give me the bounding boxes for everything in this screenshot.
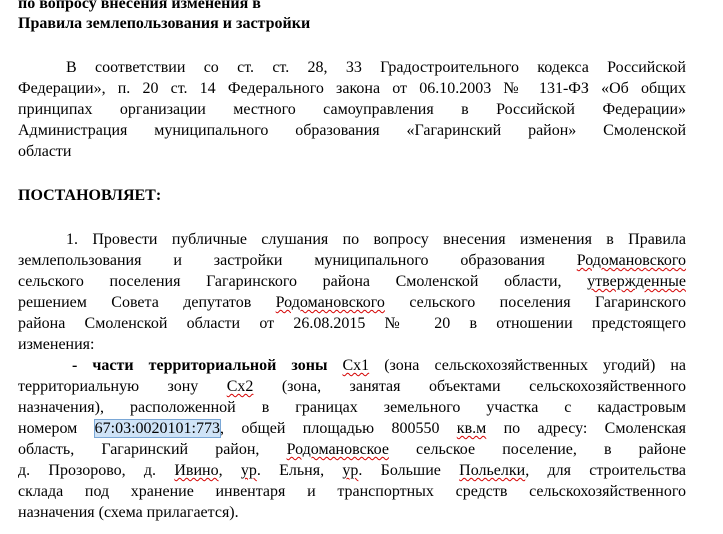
item1-line-7-text: - части территориальной зоны (72, 357, 343, 374)
preamble-line-2: Федерации», п. 20 ст. 14 Федерального закона от 06.10.2003 № 131-ФЗ «Об общих (18, 80, 686, 97)
item1-line-12-sep2: . Ельня, (256, 462, 343, 479)
item1-line-10-text: номером (18, 420, 95, 437)
item1-line-10-mid: , общей площадью 800550 (219, 420, 457, 437)
cadastral-number[interactable]: 67:03:0020101:773 (94, 420, 220, 437)
unit-sqm: кв.м (456, 420, 487, 437)
item1-line-12 (18, 460, 686, 481)
spell-word-podelki: Польелки (459, 462, 526, 479)
item1-line-4 (18, 292, 686, 313)
item1-line-5: района Смоленской области от 26.08.2015 № 20 в отношении предстоящего (18, 315, 686, 332)
zone-code-2: Сх2 (226, 378, 254, 395)
item1-line-10 (18, 418, 686, 439)
spell-word-ur-1: ур (240, 462, 257, 479)
item1-line-8-rest: (зона, занятая объектами сельскохозяйственного (253, 378, 686, 395)
spell-word-ur-2: ур (342, 462, 359, 479)
item1-line-11-rest: сельское поселение, в районе (388, 441, 687, 458)
item1-line-1: 1. Провести публичные слушания по вопросу внесения изменения в Правила (66, 231, 686, 248)
spell-word-rodomanovskogo: Родомановского (576, 252, 686, 269)
zone-code-1: Сх1 (342, 357, 370, 374)
heading-line-1: по вопросу внесения изменения в (18, 0, 261, 12)
item1-line-10-rest: по адресу: Смоленская (486, 420, 686, 437)
item1-line-13: склада под хранение инвентаря и транспортных средств сельскохозяйственного (18, 483, 686, 500)
spell-word-rodomanovskogo-2: Родомановского (275, 294, 385, 311)
item1-line-6: изменения: (18, 336, 95, 353)
item1-line-12-rest: , для строительства (525, 462, 687, 479)
spell-word-rodomanovskoe: Родомановское (286, 441, 389, 458)
item1-line-11 (18, 439, 686, 460)
item1-line-4-rest: сельского поселения Гагаринского (384, 294, 686, 311)
item1-line-7-rest: (зона сельскохозяйственных угодий) на (369, 357, 686, 374)
item1-line-2 (18, 250, 686, 271)
item1-line-8 (18, 376, 686, 397)
spell-word-utverzhdennye: утвержденные (587, 273, 686, 290)
preamble-line-4: Администрация муниципального образования «Гагаринский район» Смоленской (18, 122, 686, 139)
item1-line-3 (18, 271, 686, 292)
item1-line-12-text: д. Прозорово, д. (18, 462, 175, 479)
item1-line-12-sep1: , (218, 462, 241, 479)
preamble-line-3: принципах организации местного самоуправления в Российской Федерации» (18, 101, 686, 118)
item1-line-9: назначения), расположенной в границах земельного участка с кадастровым (18, 399, 686, 416)
item1-line-8-text: территориальную зону (18, 378, 227, 395)
item1-line-14: назначения (схема прилагается). (18, 504, 239, 521)
preamble-line-1: В соответствии со ст. ст. 28, 33 Градостроительного кодекса Российской (66, 59, 686, 76)
item1-line-4-text: решением Совета депутатов (18, 294, 276, 311)
item1-line-11-text: область, Гагаринский район, (18, 441, 287, 458)
item1-line-12-sep3: . Большие (358, 462, 460, 479)
item1-line-2-text: землепользования и застройки муниципального образования (18, 252, 577, 269)
item1-line-7 (72, 355, 686, 376)
heading-line-2: Правила землепользования и застройки (18, 15, 311, 32)
resolves-heading: ПОСТАНОВЛЯЕТ: (18, 187, 162, 204)
preamble-line-5: области (18, 143, 72, 160)
item1-line-3-text: сельского поселения Гагаринского района Смоленской области, (18, 273, 588, 290)
spell-word-ivino: Ивино (174, 462, 219, 479)
